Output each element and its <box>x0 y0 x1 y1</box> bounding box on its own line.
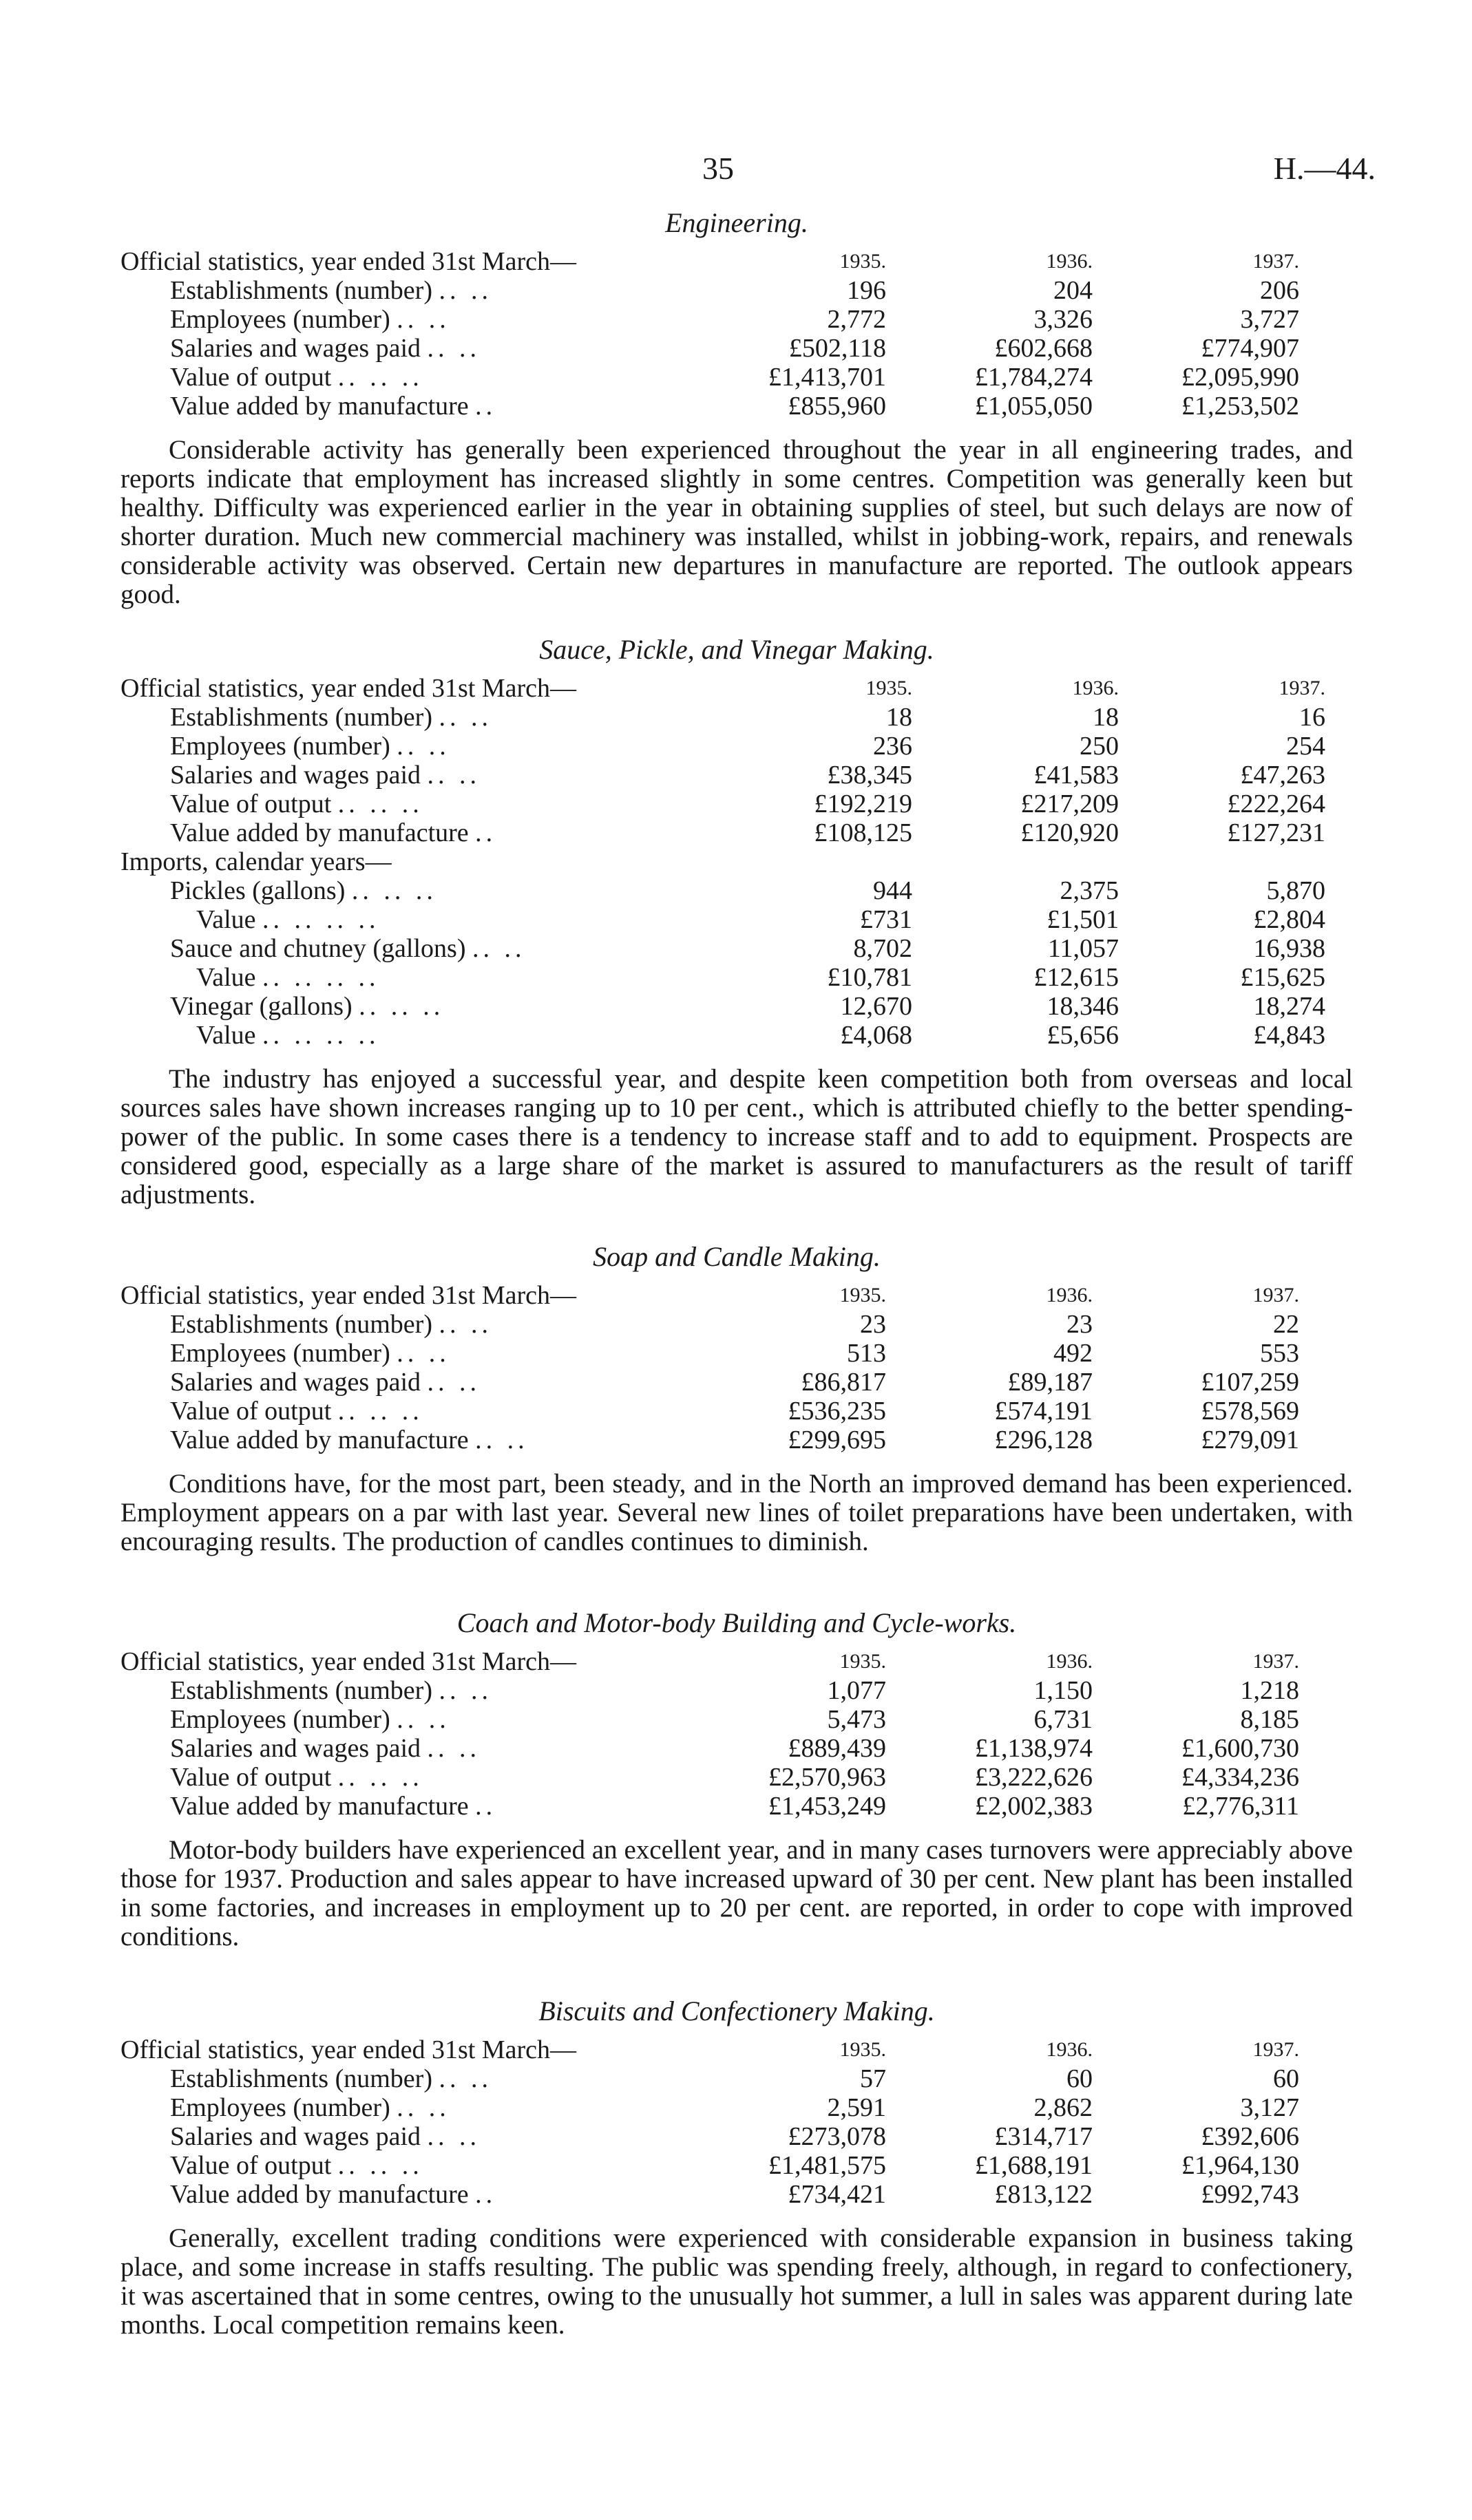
value-cell: 5,473 <box>827 1705 886 1734</box>
value-cell: 2,375 <box>1060 876 1119 905</box>
value-cell: 60 <box>1273 2064 1299 2093</box>
value-cell: £536,235 <box>788 1397 886 1426</box>
year-header: 1937. <box>1252 2038 1299 2061</box>
value-cell: £2,095,990 <box>1181 363 1299 392</box>
value-cell: 204 <box>1053 276 1093 305</box>
row-label: Salaries and wages paid <box>170 2122 421 2151</box>
row-label: Value of output <box>170 1763 332 1792</box>
row-label-cell <box>120 818 706 847</box>
value-cell: 8,702 <box>853 934 912 963</box>
value-cell: £1,413,701 <box>768 363 886 392</box>
value-cell: £1,138,974 <box>975 1734 1093 1763</box>
leader-dots: .. .. <box>427 761 481 790</box>
row-label-cell <box>120 963 706 992</box>
leader-dots: .. .. <box>397 1705 450 1734</box>
value-cell: £47,263 <box>1240 761 1325 790</box>
row-label: Value <box>196 963 256 992</box>
value-cell: £731 <box>860 905 912 934</box>
stats-row <box>120 276 1299 305</box>
row-label: Employees (number) <box>170 305 390 334</box>
section-soap-candle <box>120 1240 1353 1556</box>
leader-dots: .. .. <box>427 334 481 363</box>
value-cell: £502,118 <box>788 334 886 363</box>
row-label-cell <box>120 732 706 761</box>
row-label: Salaries and wages paid <box>170 761 421 790</box>
leader-dots: .. .. .. <box>337 790 423 818</box>
value-cell: £1,964,130 <box>1181 2151 1299 2180</box>
section-paragraph: Considerable activity has generally been experienced throughout the year in all engineering trades, and reports indicate that employment has increased slightly in some centres. Competition was generally keen but healthy. Difficulty was experienced earlier in the year in obtaining supplies of steel, but such delays are now of shorter duration. Much new commercial machinery was installed, whilst in jobbing-work, repairs, and renewals considerable activity was observed. Certain new departures in manufacture are reported. The outlook appears good. <box>120 435 1353 609</box>
year-header: 1935. <box>839 250 886 273</box>
stats-row <box>120 963 1325 992</box>
value-cell: £38,345 <box>827 761 912 790</box>
row-label: Value of output <box>170 790 332 818</box>
row-label: Value added by manufacture <box>170 1792 469 1821</box>
value-cell: 3,727 <box>1240 305 1299 334</box>
table-intro: Official statistics, year ended 31st March— <box>120 247 576 276</box>
row-label: Employees (number) <box>170 732 390 761</box>
leader-dots: .. .. <box>439 703 492 732</box>
value-cell: £279,091 <box>1201 1426 1299 1454</box>
table-header-row <box>120 247 1299 276</box>
row-label: Salaries and wages paid <box>170 334 421 363</box>
leader-dots: .. .. .. .. <box>262 1021 380 1050</box>
row-label-cell <box>120 1397 680 1426</box>
leader-dots: .. .. .. <box>337 1397 423 1426</box>
row-label-cell <box>120 790 706 818</box>
value-cell: £89,187 <box>1007 1368 1093 1397</box>
stats-row <box>120 1397 1299 1426</box>
value-cell: £296,128 <box>994 1426 1093 1454</box>
value-cell: £12,615 <box>1033 963 1119 992</box>
year-header: 1936. <box>1046 1284 1093 1306</box>
year-header: 1935. <box>839 2038 886 2061</box>
value-cell: 553 <box>1260 1339 1299 1368</box>
table-intro: Official statistics, year ended 31st March— <box>120 1281 576 1310</box>
value-cell: 60 <box>1066 2064 1093 2093</box>
stats-row <box>120 1734 1299 1763</box>
row-label-cell <box>120 363 680 392</box>
row-label-cell <box>120 334 680 363</box>
leader-dots: .. .. .. <box>337 1763 423 1792</box>
row-label-cell <box>120 1021 706 1050</box>
stats-row <box>120 1705 1299 1734</box>
section-title: Soap and Candle Making. <box>593 1241 881 1272</box>
value-cell: £1,688,191 <box>975 2151 1093 2180</box>
stats-row <box>120 1763 1299 1792</box>
value-cell: 11,057 <box>1047 934 1119 963</box>
value-cell: £1,784,274 <box>975 363 1093 392</box>
value-cell: £15,625 <box>1240 963 1325 992</box>
value-cell: £217,209 <box>1020 790 1119 818</box>
row-label-cell <box>120 1310 680 1339</box>
value-cell: 23 <box>1066 1310 1093 1339</box>
value-cell: 206 <box>1260 276 1299 305</box>
leader-dots: .. <box>475 818 497 847</box>
table-intro: Official statistics, year ended 31st March— <box>120 2035 576 2064</box>
row-label: Establishments (number) <box>170 276 432 305</box>
row-label-cell <box>120 905 706 934</box>
value-cell: 5,870 <box>1266 876 1325 905</box>
value-cell: £41,583 <box>1033 761 1119 790</box>
value-cell: £314,717 <box>994 2122 1093 2151</box>
stats-row <box>120 1021 1325 1050</box>
value-cell: £4,334,236 <box>1181 1763 1299 1792</box>
row-label: Establishments (number) <box>170 703 432 732</box>
value-cell: 22 <box>1273 1310 1299 1339</box>
year-header: 1937. <box>1252 250 1299 273</box>
row-label: Salaries and wages paid <box>170 1368 421 1397</box>
leader-dots: .. .. <box>439 2064 492 2093</box>
value-cell: 18,274 <box>1253 992 1325 1021</box>
stats-row <box>120 2122 1299 2151</box>
row-label-cell <box>120 2151 680 2180</box>
table-header-row <box>120 674 1325 703</box>
row-label-cell <box>120 1763 680 1792</box>
section-engineering <box>120 207 1353 609</box>
stats-row <box>120 2064 1299 2093</box>
stats-row <box>120 732 1325 761</box>
row-label-cell <box>120 1705 680 1734</box>
table-intro: Official statistics, year ended 31st March— <box>120 674 576 703</box>
value-cell: £2,804 <box>1253 905 1325 934</box>
section-title: Biscuits and Confectionery Making. <box>538 1995 935 2026</box>
statistics-table <box>120 247 1299 421</box>
section-coach-motor-body <box>120 1607 1353 1951</box>
value-cell: 944 <box>873 876 912 905</box>
value-cell: 57 <box>860 2064 886 2093</box>
value-cell: £578,569 <box>1201 1397 1299 1426</box>
row-label: Employees (number) <box>170 2093 390 2122</box>
section-title: Engineering. <box>665 207 808 238</box>
leader-dots: .. .. .. <box>337 363 423 392</box>
value-cell: £273,078 <box>788 2122 886 2151</box>
value-cell: £1,055,050 <box>975 392 1093 421</box>
row-label-cell <box>120 934 706 963</box>
table-header-row <box>120 1281 1299 1310</box>
row-label-cell <box>120 992 706 1021</box>
leader-dots: .. <box>475 2180 497 2209</box>
year-header: 1936. <box>1046 1650 1093 1673</box>
leader-dots: .. .. <box>475 1426 529 1454</box>
section-paragraph: Conditions have, for the most part, been steady, and in the North an improved demand has been experienced. Employment appears on a par with last year. Several new lines of toilet preparations have been undertaken, with encouraging results. The production of candles continues to diminish. <box>120 1469 1353 1556</box>
row-label: Value added by manufacture <box>170 818 469 847</box>
value-cell: £734,421 <box>788 2180 886 2209</box>
row-label-cell <box>120 1676 680 1705</box>
value-cell: £602,668 <box>994 334 1093 363</box>
section-paragraph: Motor-body builders have experienced an excellent year, and in many cases turnovers were appreciably above those for 1937. Production and sales appear to have increased upward of 30 per cent. New plant has been installed in some factories, and increases in employment up to 20 per cent. are reported, in order to cope with improved conditions. <box>120 1835 1353 1951</box>
imports-heading-row <box>120 847 1325 876</box>
leader-dots: .. .. <box>439 276 492 305</box>
row-label: Establishments (number) <box>170 2064 432 2093</box>
value-cell: 16 <box>1299 703 1325 732</box>
row-label: Vinegar (gallons) <box>170 992 353 1021</box>
stats-row <box>120 818 1325 847</box>
section-paragraph: Generally, excellent trading conditions were experienced with considerable expansion in business taking place, and some increase in staffs resulting. The public was spending freely, although, in regard to confectionery, it was ascertained that in some centres, owing to the unusually hot summer, a lull in sales was apparent during late months. Local competition remains keen. <box>120 2223 1353 2340</box>
row-label: Value of output <box>170 2151 332 2180</box>
row-label-cell <box>120 1339 680 1368</box>
row-label: Establishments (number) <box>170 1310 432 1339</box>
value-cell: £127,231 <box>1227 818 1325 847</box>
leader-dots: .. .. <box>439 1310 492 1339</box>
value-cell: £299,695 <box>788 1426 886 1454</box>
stats-row <box>120 905 1325 934</box>
value-cell: £889,439 <box>788 1734 886 1763</box>
row-label: Value <box>196 1021 256 1050</box>
row-label-cell <box>120 761 706 790</box>
value-cell: £3,222,626 <box>975 1763 1093 1792</box>
leader-dots: .. .. .. <box>337 2151 423 2180</box>
leader-dots: .. .. <box>427 1734 481 1763</box>
row-label-cell <box>120 2064 680 2093</box>
stats-row <box>120 1310 1299 1339</box>
value-cell: £2,570,963 <box>768 1763 886 1792</box>
row-label: Value added by manufacture <box>170 392 469 421</box>
year-header: 1936. <box>1046 2038 1093 2061</box>
value-cell: £2,776,311 <box>1182 1792 1299 1821</box>
table-intro: Official statistics, year ended 31st March— <box>120 1647 576 1676</box>
value-cell: £108,125 <box>814 818 912 847</box>
table-header-row <box>120 1647 1299 1676</box>
value-cell: £86,817 <box>801 1368 886 1397</box>
row-label: Establishments (number) <box>170 1676 432 1705</box>
stats-row <box>120 2151 1299 2180</box>
value-cell: £10,781 <box>827 963 912 992</box>
value-cell: £392,606 <box>1201 2122 1299 2151</box>
row-label-cell <box>120 1734 680 1763</box>
stats-row <box>120 1426 1299 1454</box>
year-header: 1937. <box>1252 1650 1299 1673</box>
value-cell: 254 <box>1286 732 1325 761</box>
row-label-cell <box>120 1792 680 1821</box>
value-cell: £1,481,575 <box>768 2151 886 2180</box>
value-cell: 513 <box>847 1339 886 1368</box>
stats-row <box>120 2093 1299 2122</box>
row-label: Sauce and chutney (gallons) <box>170 934 466 963</box>
row-label: Value added by manufacture <box>170 2180 469 2209</box>
row-label: Value <box>196 905 256 934</box>
year-header: 1937. <box>1279 677 1325 699</box>
row-label: Employees (number) <box>170 1339 390 1368</box>
section-paragraph: The industry has enjoyed a successful year, and despite keen competition both from overseas and local sources sales have shown increases ranging up to 10 per cent., which is attributed chiefly to the better spending-power of the public. In some cases there is a tendency to increase staff and to add to equipment. Prospects are considered good, especially as a large share of the market is assured to manufacturers as the result of tariff adjustments. <box>120 1064 1353 1209</box>
section-sauce-pickle-vinegar <box>120 633 1353 1209</box>
stats-row <box>120 1792 1299 1821</box>
row-label: Value added by manufacture <box>170 1426 469 1454</box>
leader-dots: .. .. .. <box>359 992 445 1021</box>
table-header-row <box>120 2035 1299 2064</box>
stats-row <box>120 876 1325 905</box>
stats-row <box>120 761 1325 790</box>
value-cell: £222,264 <box>1227 790 1325 818</box>
value-cell: £120,920 <box>1020 818 1119 847</box>
year-header: 1935. <box>839 1650 886 1673</box>
value-cell: 2,862 <box>1033 2093 1093 2122</box>
leader-dots: .. .. <box>427 1368 481 1397</box>
year-header: 1935. <box>839 1284 886 1306</box>
value-cell: 1,077 <box>827 1676 886 1705</box>
stats-row <box>120 1339 1299 1368</box>
statistics-table <box>120 1281 1299 1454</box>
year-header: 1936. <box>1072 677 1119 699</box>
value-cell: 236 <box>873 732 912 761</box>
value-cell: 1,218 <box>1240 1676 1299 1705</box>
row-label: Salaries and wages paid <box>170 1734 421 1763</box>
value-cell: 8,185 <box>1240 1705 1299 1734</box>
row-label-cell <box>120 2180 680 2209</box>
value-cell: £774,907 <box>1201 334 1299 363</box>
value-cell: £2,002,383 <box>975 1792 1093 1821</box>
value-cell: £1,501 <box>1047 905 1119 934</box>
row-label-cell <box>120 876 706 905</box>
row-label: Value of output <box>170 1397 332 1426</box>
value-cell: £992,743 <box>1201 2180 1299 2209</box>
leader-dots: .. .. <box>397 305 450 334</box>
stats-row <box>120 392 1299 421</box>
statistics-table <box>120 674 1325 1050</box>
row-label: Employees (number) <box>170 1705 390 1734</box>
stats-row <box>120 934 1325 963</box>
stats-row <box>120 1676 1299 1705</box>
value-cell: 196 <box>847 276 886 305</box>
stats-row <box>120 992 1325 1021</box>
stats-row <box>120 790 1325 818</box>
row-label-cell <box>120 276 680 305</box>
value-cell: 2,591 <box>827 2093 886 2122</box>
row-label-cell <box>120 2093 680 2122</box>
value-cell: 12,670 <box>840 992 912 1021</box>
value-cell: £4,843 <box>1253 1021 1325 1050</box>
value-cell: 18 <box>1093 703 1119 732</box>
value-cell: 23 <box>860 1310 886 1339</box>
stats-row <box>120 1368 1299 1397</box>
section-title: Sauce, Pickle, and Vinegar Making. <box>539 634 934 665</box>
stats-row <box>120 2180 1299 2209</box>
value-cell: £813,122 <box>994 2180 1093 2209</box>
value-cell: 1,150 <box>1033 1676 1093 1705</box>
stats-row <box>120 305 1299 334</box>
statistics-table <box>120 2035 1299 2209</box>
leader-dots: .. <box>475 1792 497 1821</box>
stats-row <box>120 703 1325 732</box>
row-label: Pickles (gallons) <box>170 876 346 905</box>
row-label-cell <box>120 2122 680 2151</box>
value-cell: 492 <box>1053 1339 1093 1368</box>
value-cell: £192,219 <box>814 790 912 818</box>
row-label-cell <box>120 305 680 334</box>
statistics-table <box>120 1647 1299 1821</box>
value-cell: £574,191 <box>994 1397 1093 1426</box>
document-reference: H.—44. <box>1273 151 1376 186</box>
leader-dots: .. .. <box>397 732 450 761</box>
value-cell: £1,253,502 <box>1181 392 1299 421</box>
value-cell: 18,346 <box>1047 992 1119 1021</box>
value-cell: 2,772 <box>827 305 886 334</box>
leader-dots: .. .. <box>397 2093 450 2122</box>
stats-row <box>120 363 1299 392</box>
row-label: Value of output <box>170 363 332 392</box>
value-cell: 6,731 <box>1033 1705 1093 1734</box>
leader-dots: .. .. <box>439 1676 492 1705</box>
stats-row <box>120 334 1299 363</box>
row-label-cell <box>120 703 706 732</box>
leader-dots: .. .. <box>472 934 526 963</box>
row-label-cell <box>120 1426 680 1454</box>
section-biscuits-confectionery <box>120 1995 1353 2340</box>
value-cell: £5,656 <box>1047 1021 1119 1050</box>
value-cell: 16,938 <box>1253 934 1325 963</box>
leader-dots: .. .. <box>397 1339 450 1368</box>
value-cell: £855,960 <box>788 392 886 421</box>
leader-dots: .. .. <box>427 2122 481 2151</box>
imports-heading: Imports, calendar years— <box>120 847 392 876</box>
value-cell: £4,068 <box>840 1021 912 1050</box>
value-cell: 3,127 <box>1240 2093 1299 2122</box>
value-cell: £1,600,730 <box>1181 1734 1299 1763</box>
value-cell: 18 <box>886 703 912 732</box>
leader-dots: .. .. .. .. <box>262 905 380 934</box>
row-label-cell <box>120 392 680 421</box>
page-number: 35 <box>702 151 734 186</box>
value-cell: £1,453,249 <box>768 1792 886 1821</box>
year-header: 1935. <box>865 677 912 699</box>
leader-dots: .. <box>475 392 497 421</box>
row-label-cell <box>120 1368 680 1397</box>
section-title: Coach and Motor-body Building and Cycle-works. <box>456 1607 1017 1638</box>
year-header: 1936. <box>1046 250 1093 273</box>
leader-dots: .. .. .. <box>351 876 437 905</box>
value-cell: 250 <box>1080 732 1119 761</box>
value-cell: 3,326 <box>1033 305 1093 334</box>
leader-dots: .. .. .. .. <box>262 963 380 992</box>
value-cell: £107,259 <box>1201 1368 1299 1397</box>
year-header: 1937. <box>1252 1284 1299 1306</box>
